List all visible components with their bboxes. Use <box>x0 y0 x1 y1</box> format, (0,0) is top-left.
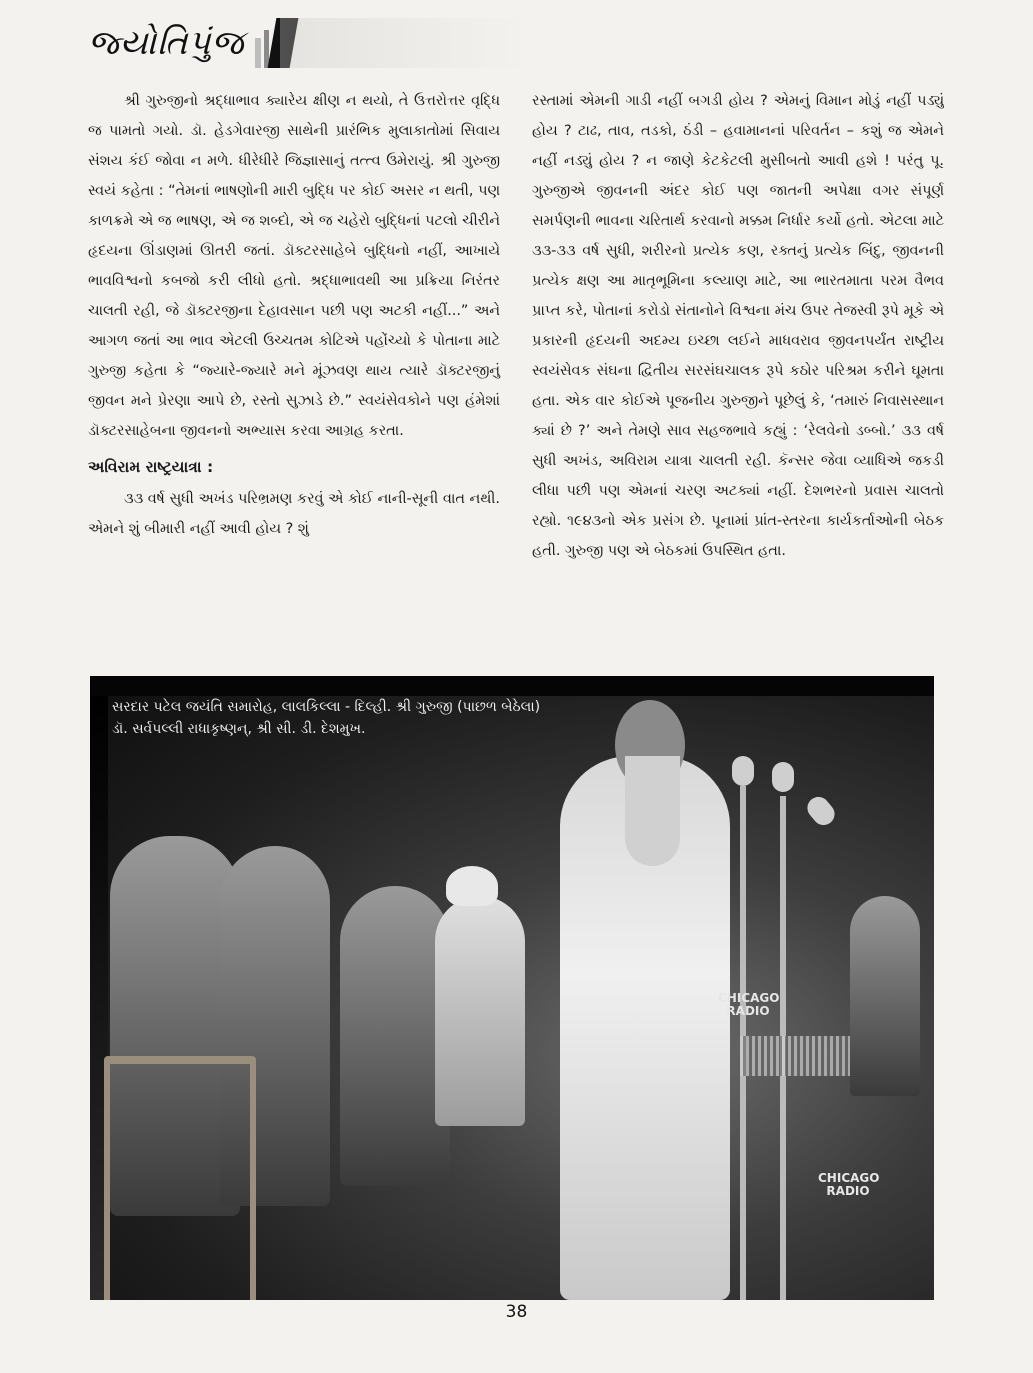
section-heading: અવિરામ રાષ્ટ્રયાત્રા : <box>88 458 214 476</box>
caption-line-1: સરદાર પટેલ જયંતિ સમારોહ, લાલકિલ્લા - દિલ્હી. શ્રી ગુરુજી (પાછળ બેઠેલા) <box>112 699 541 715</box>
audience-person-3 <box>340 886 450 1186</box>
turban <box>446 866 498 906</box>
left-paragraph-2: ૩૩ વર્ષ સુધી અખંડ પરિભ્રમણ કરવું એ કોઈ નાની-સૂની વાત નથી. એમને શું બીમારી નહીં આવી હોય ? શું <box>88 491 500 537</box>
speaker-beard <box>625 756 680 866</box>
page-header <box>88 18 294 68</box>
radio-label-1: CHICAGO RADIO <box>718 991 780 1018</box>
photo-top-border <box>90 676 934 696</box>
microphone-3 <box>803 792 839 829</box>
caption-line-2: ડૉ. સર્વપલ્લી રાધાકૃષ્ણન્, શ્રી સી. ડી. દેશમુખ. <box>112 721 366 737</box>
section-title: જ્યોતિપુંજ <box>88 23 245 63</box>
radio-label-2: CHICAGO RADIO <box>818 1171 880 1198</box>
left-column <box>88 86 500 544</box>
photograph <box>90 676 934 1300</box>
wooden-chair <box>104 1056 256 1300</box>
right-paragraph-1: રસ્તામાં એમની ગાડી નહીં બગડી હોય ? એમનું વિમાન મોડું નહીં પડ્યું હોય ? ટાઢ, તાવ, તડકો, ઠંડી – હવામાનનાં પરિવર્તન – કશું જ એમને નહીં નડ્યું હોય ? ન જાણે કેટકેટલી મુસીબતો આવી હશે ! પરંતુ પૂ. ગુરુજીએ જીવનની અંદર કોઈ પણ જાતની અપેક્ષા વગર સંપૂર્ણ સમર્પણની ભાવના ચરિતાર્થ કરવાનો મક્કમ નિર્ધાર કર્યો હતો. એટલા માટે ૩૩-૩૩ વર્ષ સુધી, શરીરનો પ્રત્યેક કણ, રક્તનું પ્રત્યેક બિંદુ, જીવનની પ્રત્યેક ક્ષણ આ માતૃભૂમિના કલ્યાણ માટે, આ ભારતમાતા પરમ વૈભવ પ્રાપ્ત કરે, પોતાનાં કરોડો સંતાનોને વિશ્વના મંચ ઉપર તેજસ્વી રૂપે મૂકે એ પ્રકારની હૃદયની અદમ્ય ઇચ્છા લઈને માધવરાવ જીવનપર્યંત રાષ્ટ્રીય સ્વયંસેવક સંઘના દ્વિતીય સરસંઘચાલક રૂપે કઠોર પરિશ્રમ કરીને ઘૂમતા હતા. એક વાર કોઈએ પૂજનીય ગુરુજીને પૂછેલું કે, ‘તમારું નિવાસસ્થાન ક્યાં છે ?’ અને તેમણે સાવ સહજભાવે કહ્યું : ‘રેલવેનો ડબ્બો.’ ૩૩ વર્ષ સુધી અખંડ, અવિરામ યાત્રા ચાલતી રહી. કૅન્સર જેવા વ્યાધિએ જકડી લીધા પછી પણ એમનાં ચરણ અટક્યાં નહીં. દેશભરનો પ્રવાસ ચાલતો રહ્યો. ૧૯૪૩નો એક પ્રસંગ છે. પૂનામાં પ્રાંત-સ્તરના કાર્યકર્તાઓની બેઠક હતી. ગુરુજી પણ એ બેઠકમાં ઉપસ્થિત હતા. <box>532 93 944 559</box>
microphone-2 <box>772 762 794 792</box>
page-number: 38 <box>505 1302 528 1322</box>
right-column <box>532 86 944 566</box>
microphone-1 <box>732 756 754 786</box>
left-paragraph-1: શ્રી ગુરુજીનો શ્રદ્ધાભાવ ક્યારેય ક્ષીણ ન થયો, તે ઉત્તરોત્તર વૃદ્ધિ જ પામતો ગયો. ડૉ. હેડગેવારજી સાથેની પ્રારંભિક મુલાકાતોમાં સિવાય સંશય કંઈ જોવા ન મળે. ધીરેધીરે જિજ્ઞાસાનું તત્ત્વ ઉમેરાયું. શ્રી ગુરુજી સ્વયં કહેતા : “તેમનાં ભાષણોની મારી બુદ્ધિ પર કોઈ અસર ન થતી, પણ કાળક્રમે એ જ ભાષણ, એ જ શબ્દો, એ જ ચહેરો બુદ્ધિનાં પટલો ચીરીને હૃદયના ઊંડાણમાં ઊતરી જતાં. ડૉક્ટરસાહેબે બુદ્ધિનો નહીં, આખાયે ભાવવિશ્વનો કબજો કરી લીધો હતો. શ્રદ્ધાભાવથી આ પ્રક્રિયા નિરંતર ચાલતી રહી, જે ડૉક્ટરજીના દેહાવસાન પછી પણ અટકી નહીં...” અને આગળ જતાં આ ભાવ એટલી ઉચ્ચતમ કોટિએ પહોંચ્યો કે પોતાના માટે ગુરુજી કહેતા કે “જ્યારે-જ્યારે મને મૂંઝવણ થાય ત્યારે ડૉક્ટરજીનું જીવન મને પ્રેરણા આપે છે, રસ્તો સુઝાડે છે.” સ્વયંસેવકોને પણ હંમેશાં ડૉક્ટરસાહેબના જીવનનો અભ્યાસ કરવા આગ્રહ કરતા. <box>88 93 500 439</box>
header-ghost-decoration <box>280 18 530 68</box>
background-person-right <box>850 896 920 1096</box>
photo-caption <box>112 696 540 740</box>
audience-person-4 <box>435 896 525 1126</box>
